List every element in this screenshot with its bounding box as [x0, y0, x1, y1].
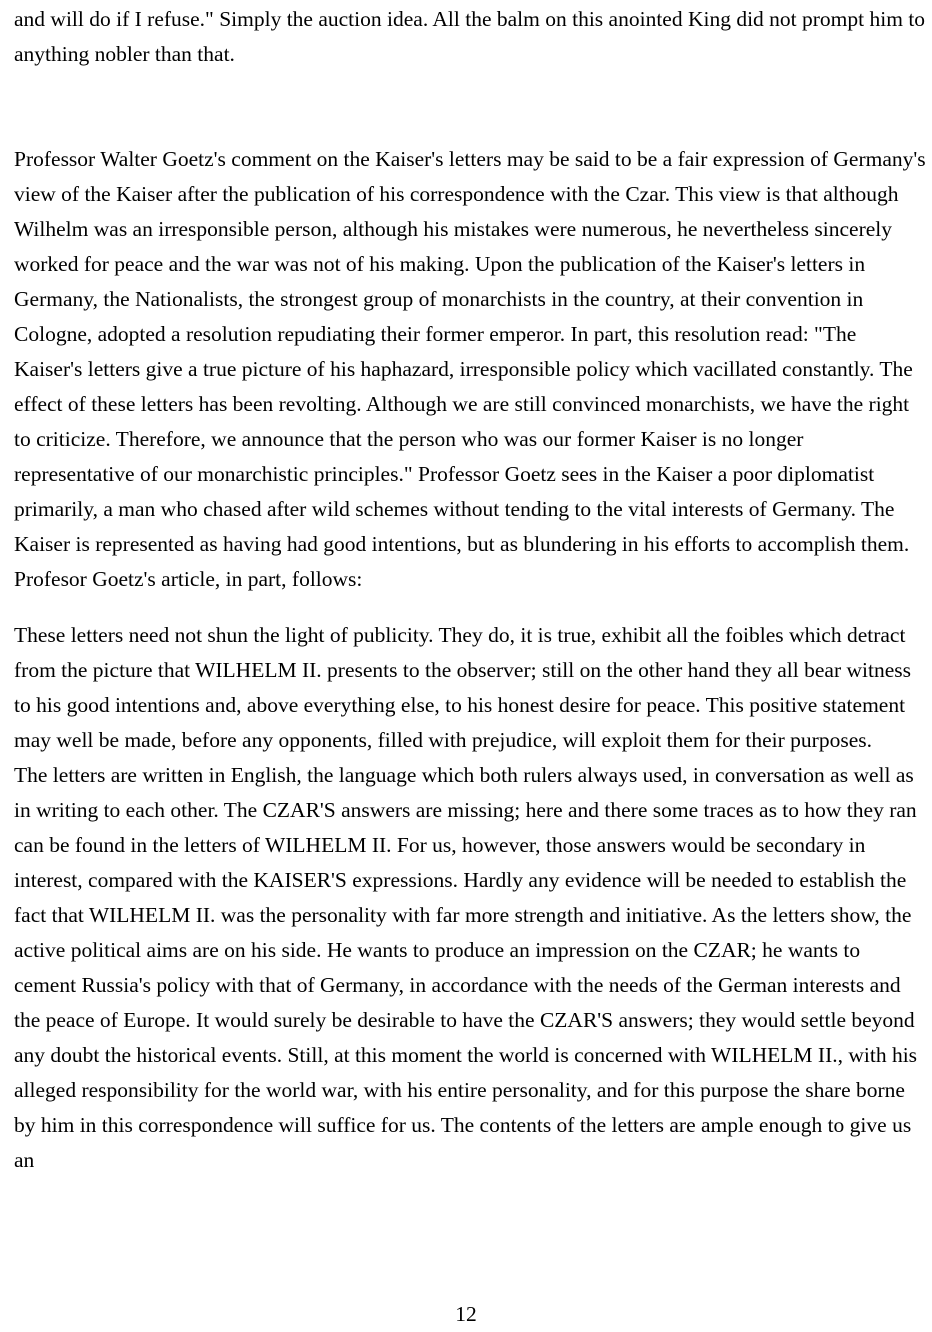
paragraph-goetz-comment: Professor Walter Goetz's comment on the Kaiser's letters may be said to be a fair expression of Germany's view of the Kaiser after the publication of his correspondence with the Czar. This view is that although Wilhelm was an irresponsible person, although his mistakes were numerous, he nevertheless sincerely worked for peace and the war was not of his making. Upon the publication of the Kaiser's letters in Germany, the Nationalists, the strongest group of monarchists in the country, at their convention in Cologne, adopted a resolution repudiating their former emperor. In part, this resolution read: "The Kaiser's letters give a true picture of his haphazard, irresponsible policy which vacillated constantly. The effect of these letters has been revolting. Although we are still convinced monarchists, we have the right to criticize. Therefore, we announce that the person who was our former Kaiser is no longer representative of our monarchistic principles." Professor Goetz sees in the Kaiser a poor diplomatist primarily, a man who chased after wild schemes without tending to the vital interests of Germany. The Kaiser is represented as having had good intentions, but as blundering in his efforts to accomplish them. Profesor Goetz's article, in part, follows: [14, 147, 926, 591]
document-page [14, 0, 926, 1178]
paragraph-letters-publicity: These letters need not shun the light of publicity. They do, it is true, exhibit all the foibles which detract from the picture that WILHELM II. presents to the observer; still on the other hand they all bear witness to his good intentions and, above everything else, to his honest desire for peace. This positive statement may well be made, before any opponents, filled with prejudice, will exploit them for their purposes. [14, 623, 911, 752]
paragraph-auction-idea: and will do if I refuse." Simply the auction idea. All the balm on this anointed King did not prompt him to anything nobler than that. [14, 7, 926, 66]
page-number: 12 [455, 1302, 477, 1326]
paragraph-letters-english: The letters are written in English, the language which both rulers always used, in conversation as well as in writing to each other. The CZAR'S answers are missing; here and there some traces as to how they ran can be found in the letters of WILHELM II. For us, however, those answers would be secondary in interest, compared with the KAISER'S expressions. Hardly any evidence will be needed to establish the fact that WILHELM II. was the personality with far more strength and initiative. As the letters show, the active political aims are on his side. He wants to produce an impression on the CZAR; he wants to cement Russia's policy with that of Germany, in accordance with the needs of the German interests and the peace of Europe. It would surely be desirable to have the CZAR'S answers; they would settle beyond any doubt the historical events. Still, at this moment the world is concerned with WILHELM II., with his alleged responsibility for the world war, with his entire personality, and for this purpose the share borne by him in this correspondence will suffice for us. The contents of the letters are ample enough to give us an [14, 763, 918, 1172]
